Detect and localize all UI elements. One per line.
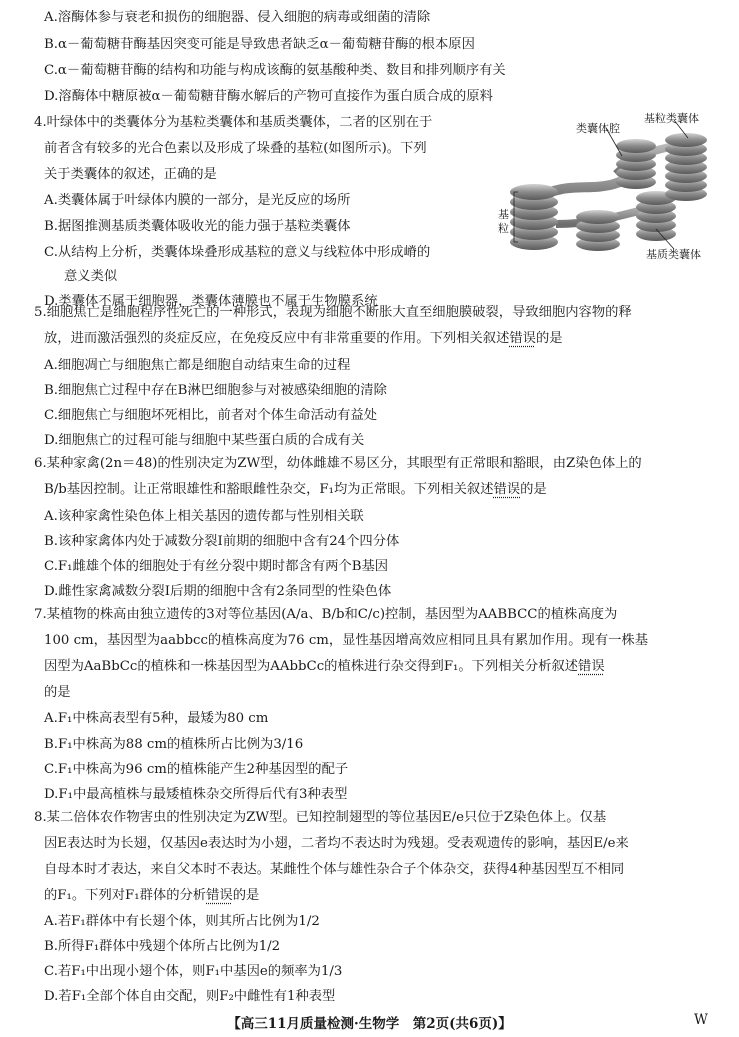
figure-label-thylakoid-lumen: 类囊体腔	[576, 122, 620, 135]
q5-option-a: A.细胞凋亡与细胞焦亡都是细胞自动结束生命的过程	[44, 358, 351, 373]
q8-stem-line-4	[44, 887, 259, 905]
q5-stem-line-1: 5.细胞焦亡是细胞程序性死亡的一种形式，表现为细胞不断胀大直至细胞膜破裂，导致细胞内容物的释	[34, 305, 632, 320]
q7-stem-line-4: 的是	[44, 685, 71, 700]
q5-stem-tail: 的是	[535, 331, 563, 346]
q8-stem-text: 的F₁。下列对F₁群体的分析	[44, 888, 207, 903]
q4-option-d: D.类囊体不属于细胞器，类囊体薄膜也不属于生物膜系统	[44, 294, 378, 309]
q4-stem-line-2: 前者含有较多的光合色素以及形成了垛叠的基粒(如图所示)。下列	[44, 141, 427, 156]
q3-option-a: A.溶酶体参与衰老和损伤的细胞器、侵入细胞的病毒或细菌的清除	[44, 10, 431, 25]
q7-stem-line-3	[44, 658, 605, 676]
q6-emphasis: 错误	[493, 482, 521, 497]
granum-left	[510, 184, 558, 250]
q8-stem-line-2: 因E表达时为长翅，仅基因e表达时为小翅，二者均不表达时为残翅。受表观遗传的影响，基因E/e来	[44, 836, 629, 851]
q7-stem-text: 因型为AaBbCc的植株和一株基因型为AAbbCc的植株进行杂交得到F₁。下列相关分析叙述	[44, 659, 579, 674]
q8-emphasis: 错误	[206, 888, 233, 903]
q4-option-c: C.从结构上分析，类囊体垛叠形成基粒的意义与线粒体中形成嵴的	[44, 245, 431, 260]
q3-option-c: C.α－葡萄糖苷酶的结构和功能与构成该酶的氨基酸种类、数目和排列顺序有关	[44, 63, 506, 78]
q6-option-a: A.该种家禽性染色体上相关基因的遗传都与性别相关联	[44, 509, 364, 524]
q6-stem-text: B/b基因控制。让正常眼雄性和豁眼雌性杂交，F₁均为正常眼。下列相关叙述	[44, 482, 494, 497]
paper-code: W	[694, 1012, 708, 1028]
q8-option-b: B.所得F₁群体中残翅个体所占比例为1/2	[44, 939, 281, 954]
q8-option-a: A.若F₁群体中有长翅个体，则其所占比例为1/2	[44, 914, 320, 929]
q5-stem-line-2	[44, 330, 563, 348]
q4-stem-line-1: 4.叶绿体中的类囊体分为基粒类囊体和基质类囊体，二者的区别在于	[34, 115, 433, 130]
q4-stem-line-3: 关于类囊体的叙述，正确的是	[44, 167, 217, 182]
q4-option-c-cont: 意义类似	[64, 269, 118, 284]
q7-emphasis: 错误	[578, 659, 605, 674]
q7-option-b: B.F₁中株高为88 cm的植株所占比例为3/16	[44, 737, 304, 752]
q5-option-c: C.细胞焦亡与细胞坏死相比，前者对个体生命活动有益处	[44, 408, 378, 423]
thylakoid-figure	[496, 104, 724, 264]
q3-option-b: B.α－葡萄糖苷酶基因突变可能是导致患者缺乏α－葡萄糖苷酶的根本原因	[44, 37, 475, 52]
figure-label-granum-thylakoid: 基粒类囊体	[644, 112, 699, 125]
q5-option-b: B.细胞焦亡过程中存在B淋巴细胞参与对被感染细胞的清除	[44, 383, 387, 398]
q8-option-c: C.若F₁中出现小翅个体，则F₁中基因e的频率为1/3	[44, 964, 343, 979]
q7-stem-line-1: 7.某植物的株高由独立遗传的3对等位基因(A/a、B/b和C/c)控制，基因型为AABBCC的植株高度为	[34, 607, 618, 622]
q7-option-d: D.F₁中最高植株与最矮植株杂交所得后代有3种表型	[44, 787, 348, 802]
q6-option-b: B.该种家禽体内处于减数分裂Ⅰ前期的细胞中含有24个四分体	[44, 534, 400, 549]
q3-option-d: D.溶酶体中糖原被α－葡萄糖苷酶水解后的产物可直接作为蛋白质合成的原料	[44, 89, 493, 104]
q8-stem-line-3: 自母本时才表达，来自父本时不表达。某雌性个体与雄性杂合子个体杂交，获得4种基因型互不相同	[44, 862, 625, 877]
q7-option-a: A.F₁中株高表型有5种，最矮为80 cm	[44, 711, 269, 726]
q6-option-c: C.F₁雌雄个体的细胞处于有丝分裂中期时都含有两个B基因	[44, 559, 389, 574]
q8-option-d: D.若F₁全部个体自由交配，则F₂中雌性有1种表型	[44, 989, 336, 1004]
q4-option-a: A.类囊体属于叶绿体内膜的一部分，是光反应的场所	[44, 193, 351, 208]
q4-option-b: B.据图推测基质类囊体吸收光的能力强于基粒类囊体	[44, 219, 351, 234]
page-footer: 【高三11月质量检测·生物学 第2页(共6页)】	[227, 1016, 512, 1032]
granum-middle	[576, 210, 620, 251]
q7-option-c: C.F₁中株高为96 cm的植株能产生2种基因型的配子	[44, 762, 349, 777]
granum-upper-right	[665, 133, 707, 201]
q8-stem-line-1: 8.某二倍体农作物害虫的性别决定为ZW型。已知控制翅型的等位基因E/e只位于Z染色体上。仅基	[34, 810, 607, 825]
q7-stem-line-2: 100 cm，基因型为aabbcc的植株高度为76 cm，显性基因增高效应相同且具有累加作用。现有一株基	[44, 633, 649, 648]
q8-stem-tail: 的是	[232, 888, 260, 903]
q6-stem-line-1: 6.某种家禽(2n＝48)的性别决定为ZW型，幼体雌雄不易区分，其眼型有正常眼和豁眼，由Z染色体上的	[34, 456, 642, 471]
q5-emphasis: 错误	[509, 331, 536, 346]
q6-stem-line-2	[44, 481, 547, 499]
figure-label-granum: 基粒	[498, 208, 509, 235]
figure-label-stroma-thylakoid: 基质类囊体	[646, 248, 701, 261]
q5-option-d: D.细胞焦亡的过程可能与细胞中某些蛋白质的合成有关	[44, 433, 365, 448]
granum-upper-middle	[616, 139, 656, 189]
q6-stem-tail: 的是	[520, 482, 547, 497]
q6-option-d: D.雌性家禽减数分裂Ⅰ后期的细胞中含有2条同型的性染色体	[44, 584, 392, 599]
q5-stem-text: 放，进而激活强烈的炎症反应，在免疫反应中有非常重要的作用。下列相关叙述	[44, 331, 510, 346]
